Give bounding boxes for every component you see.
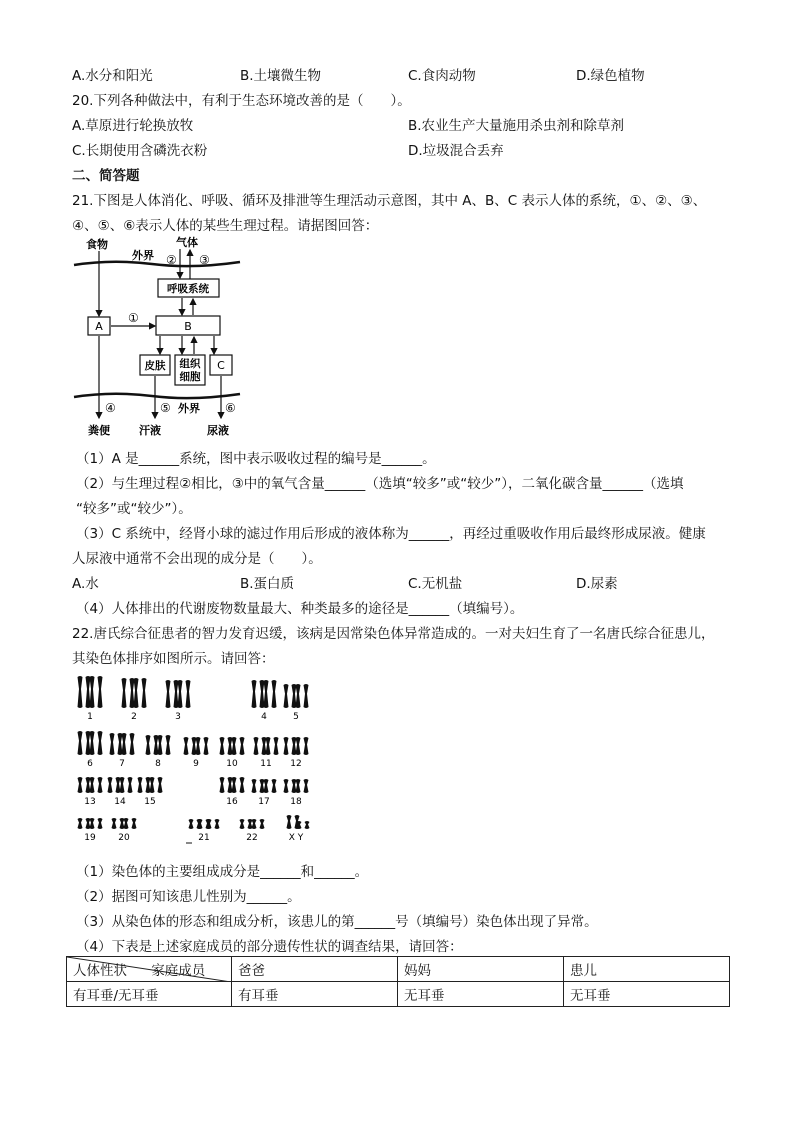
chromosome-pair-12 — [284, 737, 309, 755]
karyotype-label: 18 — [290, 797, 302, 807]
header-member: 家庭成员 — [151, 963, 206, 979]
chromosome-pair-7 — [110, 733, 135, 755]
q21-part4: （4）人体排出的代谢废物数量最大、种类最多的途径是______（填编号）。 — [76, 601, 524, 617]
label-gas: 气体 — [176, 236, 198, 249]
physiology-diagram — [72, 235, 247, 440]
header-dad: 爸爸 — [232, 957, 398, 982]
karyotype-label: 1 — [87, 712, 93, 722]
chromosome-pair-22 — [240, 819, 265, 829]
chromosome-pair-20 — [112, 818, 137, 829]
box-skin: 皮肤 — [144, 360, 166, 372]
karyotype-label: 21 — [198, 833, 210, 843]
label-food: 食物 — [86, 238, 108, 251]
label-process-3: ③ — [199, 253, 210, 267]
label-sweat: 汗液 — [139, 424, 161, 437]
chromosome-pair-5 — [284, 684, 309, 708]
q22-part2: （2）据图可知该患儿性别为______。 — [76, 889, 301, 905]
header-mom: 妈妈 — [398, 957, 564, 982]
q19-option-a: A.水分和阳光 — [72, 68, 153, 84]
q22-part1: （1）染色体的主要组成成分是______和______。 — [76, 864, 369, 880]
label-outside-bottom: 外界 — [178, 402, 200, 415]
q20-option-c: C.长期使用含磷洗衣粉 — [72, 143, 208, 159]
q20-stem: 20.下列各种做法中，有利于生态环境改善的是（ ）。 — [72, 93, 411, 109]
q21-part2-line1: （2）与生理过程②相比，③中的氧气含量______（选填“较多”或“较少”），二氧化碳含量______（选填 — [76, 476, 684, 492]
chromosome-pair-15 — [138, 777, 163, 793]
q21-part2-line2: “较多”或“较少”）。 — [76, 501, 192, 517]
box-tissue-line2: 细胞 — [179, 371, 201, 383]
q21-option-a: A.水 — [72, 576, 99, 592]
chromosome-pair-14 — [108, 777, 133, 793]
karyotype-label: 7 — [119, 759, 125, 769]
label-process-6: ⑥ — [225, 401, 236, 415]
q21-part3-line2: 人尿液中通常不会出现的成分是（ ）。 — [72, 551, 322, 567]
karyotype-label: 19 — [84, 833, 96, 843]
q19-option-d: D.绿色植物 — [576, 68, 645, 84]
q21-option-b: B.蛋白质 — [240, 576, 295, 592]
karyotype-label: 15 — [144, 797, 156, 807]
q20-option-a: A.草原进行轮换放牧 — [72, 118, 194, 134]
karyotype-figure — [72, 672, 317, 850]
chromosome-pair-17 — [252, 779, 277, 793]
karyotype-label: 16 — [226, 797, 238, 807]
box-respiratory: 呼吸系统 — [167, 283, 209, 295]
karyotype-label: 4 — [261, 712, 267, 722]
label-process-5: ⑤ — [160, 401, 171, 415]
karyotype-label: X Y — [288, 833, 304, 843]
karyotype-label: 14 — [114, 797, 126, 807]
q22-stem-line1: 22.唐氏综合征患者的智力发育迟缓，该病是因常染色体异常造成的。一对夫妇生育了一名唐氏综合征患儿， — [72, 626, 715, 642]
cell-mom: 无耳垂 — [398, 982, 564, 1007]
header-trait: 人体性状 — [73, 963, 127, 979]
table-row — [67, 982, 730, 1007]
chromosome-pair-13 — [78, 777, 103, 793]
q21-option-c: C.无机盐 — [408, 576, 463, 592]
section-title: 二、简答题 — [72, 168, 140, 184]
chromosome-pair-4 — [252, 680, 277, 708]
chromosome-pair-3 — [166, 680, 191, 708]
trait-table — [66, 956, 730, 1007]
karyotype-label: 3 — [175, 712, 181, 722]
cell-dad: 有耳垂 — [232, 982, 398, 1007]
karyotype-label: 9 — [193, 759, 199, 769]
q19-option-c: C.食肉动物 — [408, 68, 476, 84]
label-process-2: ② — [166, 253, 177, 267]
table-header-diagonal — [67, 957, 232, 982]
karyotype-label: 17 — [258, 797, 270, 807]
q20-option-b: B.农业生产大量施用杀虫剂和除草剂 — [408, 118, 625, 134]
q20-option-d: D.垃圾混合丢弃 — [408, 143, 504, 159]
cell-child: 无耳垂 — [564, 982, 730, 1007]
label-process-4: ④ — [105, 401, 116, 415]
chromosome-pair-2 — [122, 678, 147, 708]
karyotype-label: 22 — [246, 833, 258, 843]
chromosome-pair-9 — [184, 737, 209, 755]
chromosome-pair-18 — [284, 779, 309, 793]
chromosome-pair-21 — [189, 819, 220, 829]
karyotype-label: 8 — [155, 759, 161, 769]
karyotype-label: 12 — [290, 759, 302, 769]
q19-option-b: B.土壤微生物 — [240, 68, 322, 84]
chromosome-pair-6 — [78, 731, 103, 755]
q21-part3-line1: （3）C 系统中，经肾小球的滤过作用后形成的液体称为______，再经过重吸收作用后最终形成尿液。健康 — [76, 526, 706, 542]
box-tissue-line1: 组织 — [179, 358, 201, 370]
chromosome-pair-23 — [287, 815, 310, 829]
row-label: 有耳垂/无耳垂 — [67, 982, 232, 1007]
box-b: B — [184, 320, 192, 333]
karyotype-label: 10 — [226, 759, 238, 769]
karyotype-label: 2 — [131, 712, 137, 722]
q21-stem-line2: ④、⑤、⑥表示人体的某些生理过程。请据图回答： — [72, 218, 379, 234]
header-child: 患儿 — [564, 957, 730, 982]
karyotype-label: 20 — [118, 833, 130, 843]
box-c: C — [217, 359, 225, 372]
chromosome-pair-11 — [254, 737, 279, 755]
q22-part3: （3）从染色体的形态和组成分析，该患儿的第______号（填编号）染色体出现了异常。 — [76, 914, 598, 930]
karyotype-label: 11 — [260, 759, 272, 769]
karyotype-label: 6 — [87, 759, 93, 769]
chromosome-pair-16 — [220, 777, 245, 793]
label-process-1: ① — [128, 311, 139, 325]
karyotype-label: 13 — [84, 797, 96, 807]
q21-option-d: D.尿素 — [576, 576, 618, 592]
chromosome-pair-8 — [146, 735, 171, 755]
box-a: A — [95, 320, 103, 333]
label-outside-top: 外界 — [132, 249, 154, 262]
q22-part4: （4）下表是上述家庭成员的部分遗传性状的调查结果，请回答： — [76, 939, 463, 955]
chromosome-pair-1 — [78, 676, 103, 708]
label-feces: 粪便 — [88, 424, 110, 437]
q21-part1: （1）A 是______系统，图中表示吸收过程的编号是______。 — [76, 451, 436, 467]
label-urine: 尿液 — [207, 424, 229, 437]
chromosome-pair-10 — [220, 737, 245, 755]
q21-stem-line1: 21.下图是人体消化、呼吸、循环及排泄等生理活动示意图，其中 A、B、C 表示人体的系统，①、②、③、 — [72, 193, 707, 209]
q22-stem-line2: 其染色体排序如图所示。请回答： — [72, 651, 275, 667]
karyotype-label: 5 — [293, 712, 299, 722]
chromosome-pair-19 — [78, 818, 103, 829]
